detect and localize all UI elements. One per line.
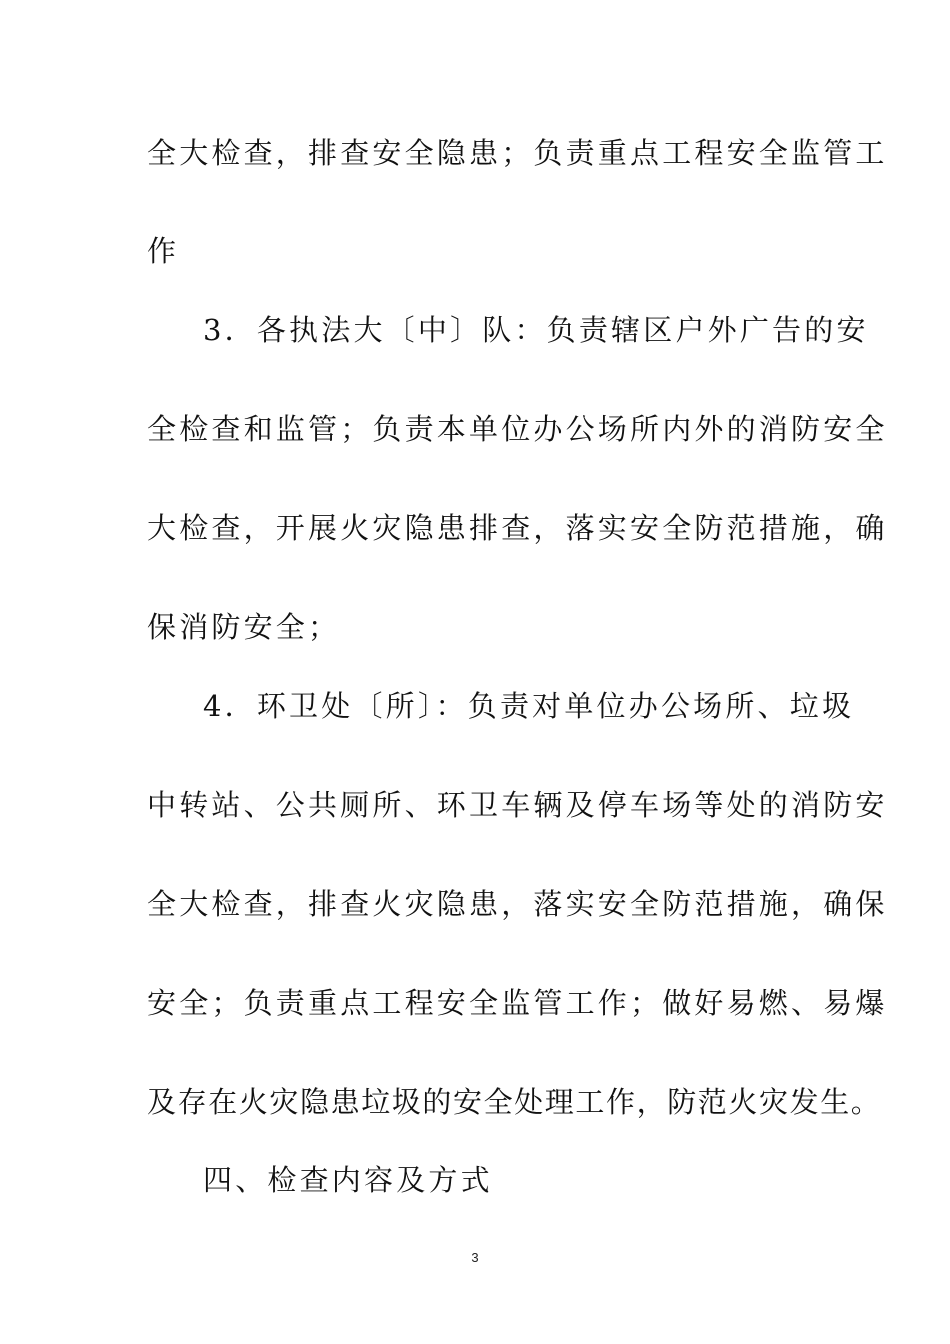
page-number: 3 bbox=[471, 1250, 479, 1265]
paragraph-start-line: 3．各执法大〔中〕队：负责辖区户外广告的安 bbox=[203, 313, 869, 347]
text-line: 保消防安全； bbox=[147, 610, 341, 644]
text-line: 安全；负责重点工程安全监管工作；做好易燃、易爆 bbox=[147, 986, 888, 1020]
section-heading: 四、检查内容及方式 bbox=[203, 1163, 493, 1197]
text-line: 作 bbox=[147, 234, 180, 268]
text-line: 中转站、公共厕所、环卫车辆及停车场等处的消防安 bbox=[147, 788, 888, 822]
text-line: 及存在火灾隐患垃圾的安全处理工作，防范火灾发生。 bbox=[147, 1085, 882, 1119]
paragraph-start-line: 4．环卫处〔所〕：负责对单位办公场所、垃圾 bbox=[203, 689, 855, 723]
text-line: 全大检查，排查火灾隐患，落实安全防范措施，确保 bbox=[147, 887, 888, 921]
text-line: 大检查，开展火灾隐患排查，落实安全防范措施，确 bbox=[147, 511, 888, 545]
text-line: 全检查和监管；负责本单位办公场所内外的消防安全 bbox=[147, 412, 888, 446]
text-line: 全大检查，排查安全隐患；负责重点工程安全监管工 bbox=[147, 136, 888, 170]
